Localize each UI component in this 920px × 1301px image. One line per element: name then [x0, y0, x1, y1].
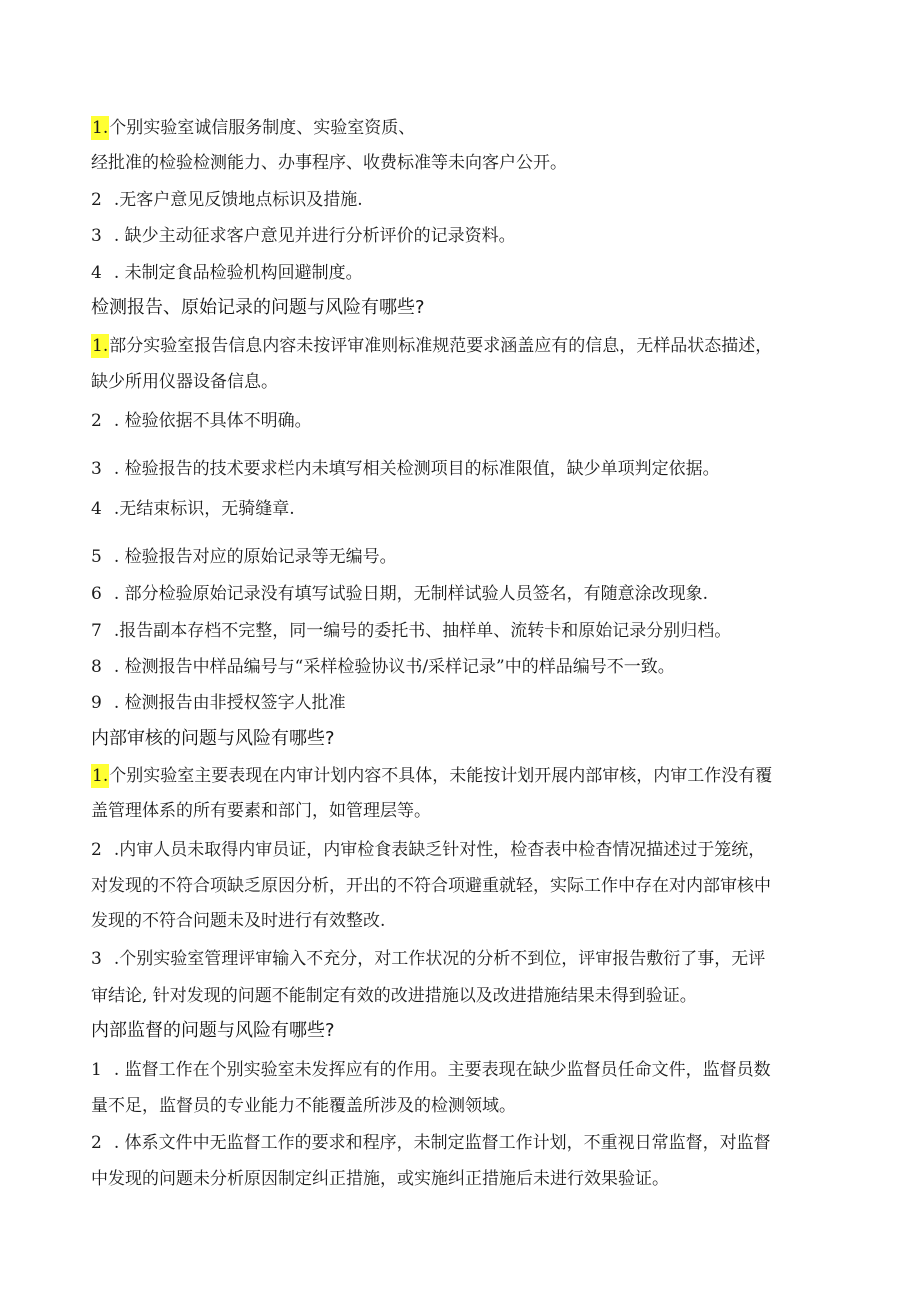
item-text: . 检测报告由非授权签字人批准 [113, 693, 346, 713]
list-item [91, 947, 765, 971]
item-number: 5 [91, 547, 102, 567]
list-item [91, 1131, 771, 1155]
item-text: . 检测报告中样品编号与“采样检验协议书/采样记录”中的样品编号不一致。 [113, 657, 675, 677]
list-item [91, 655, 675, 679]
item-number: 7 [91, 621, 102, 641]
list-item [91, 457, 720, 481]
item-number: 1. [92, 118, 109, 138]
item-text: .个别实验室管理评审输入不充分，对工作状况的分析不到位，评审报告敷衍了事，无评 [113, 949, 766, 969]
list-item [91, 619, 731, 643]
list-item [91, 409, 312, 433]
item-number: 1 [91, 1060, 102, 1080]
item-text: . 监督工作在个别实验室未发挥应有的作用。主要表现在缺少监督员任命文件，监督员数 [113, 1060, 771, 1080]
item-number: 6 [91, 584, 102, 604]
list-item [91, 1058, 771, 1082]
list-item [91, 497, 295, 521]
item-number: 3 [91, 949, 102, 969]
list-item [91, 334, 772, 358]
item-text: 个别实验室主要表现在内审计划内容不具体，未能按计划开展内部审核，内审工作没有覆 [109, 766, 773, 786]
item-text: . 检验依据不具体不明确。 [113, 411, 312, 431]
item-text: .内审人员未取得内审员证，内审检食表缺乏针对性，检杳表中检杳情况描述过于笼统， [113, 840, 766, 860]
list-item [91, 545, 397, 569]
list-item [91, 224, 516, 248]
item-number: 4 [91, 499, 102, 519]
list-item-continuation: 盖管理体系的所有要素和部门，如管理层等。 [91, 801, 431, 821]
item-number: 1. [92, 766, 109, 786]
list-item-continuation: 发现的不符合问题未及时进行有效整改. [91, 911, 386, 931]
list-item-continuation: 经批准的检验检测能力、办事程序、收费标准等未向客户公开。 [91, 153, 567, 173]
item-number: 3 [91, 226, 102, 246]
item-text: .报告副本存档不完整，同一编号的委托书、抽样单、流转卡和原始记录分别归档。 [113, 621, 732, 641]
item-text: .无客户意见反馈地点标识及措施. [113, 190, 363, 210]
item-text: . 检验报告对应的原始记录等无编号。 [113, 547, 397, 567]
list-item [91, 764, 772, 788]
section-heading: 内部监督的问题与风险有哪些? [91, 1020, 335, 1041]
item-number: 2 [91, 1133, 102, 1153]
list-item [91, 838, 765, 862]
item-text: . 检验报告的技术要求栏内未填写相关检测项目的标准限值，缺少单项判定依据。 [113, 459, 720, 479]
item-text: .无结束标识，无骑缝章. [113, 499, 295, 519]
item-text: . 缺少主动征求客户意见并进行分析评价的记录资料。 [113, 226, 516, 246]
item-text: 个别实验室诚信服务制度、实验室资质、 [109, 118, 416, 138]
list-item-continuation: 量不足，监督员的专业能力不能覆盖所涉及的检测领域。 [91, 1096, 516, 1116]
item-number: 1. [92, 336, 109, 356]
item-number: 2 [91, 840, 102, 860]
item-text: 部分实验室报告信息内容未按评审准则标准规范要求涵盖应有的信息，无样品状态描述， [109, 336, 773, 356]
list-item [91, 582, 708, 606]
item-text: . 未制定食品检验机构回避制度。 [113, 263, 363, 283]
list-item [91, 116, 415, 140]
list-item [91, 261, 363, 285]
item-number: 8 [91, 657, 102, 677]
list-item [91, 188, 363, 212]
list-item [91, 691, 346, 715]
item-number: 4 [91, 263, 102, 283]
item-number: 3 [91, 459, 102, 479]
list-item-continuation: 对发现的不符合项缺乏原因分析，开出的不符合项避重就轻，实际工作中存在对内部审核中 [91, 876, 771, 896]
list-item-continuation: 中发现的问题未分析原因制定纠正措施，或实施纠正措施后未进行效果验证。 [91, 1169, 669, 1189]
item-text: . 部分检验原始记录没有填写试验日期，无制样试验人员签名，有随意涂改现象. [113, 584, 709, 604]
item-text: . 体系文件中无监督工作的要求和程序，未制定监督工作计划，不重视日常监督，对监督 [113, 1133, 771, 1153]
item-number: 2 [91, 190, 102, 210]
section-heading: 检测报告、原始记录的问题与风险有哪些? [91, 297, 425, 318]
list-item-continuation: 审结论, 针对发现的问题不能制定有效的改进措施以及改进措施结果未得到验证。 [91, 986, 697, 1006]
section-heading: 内部审核的问题与风险有哪些? [91, 728, 335, 749]
item-number: 9 [91, 693, 102, 713]
item-number: 2 [91, 411, 102, 431]
list-item-continuation: 缺少所用仪器设备信息。 [91, 372, 278, 392]
